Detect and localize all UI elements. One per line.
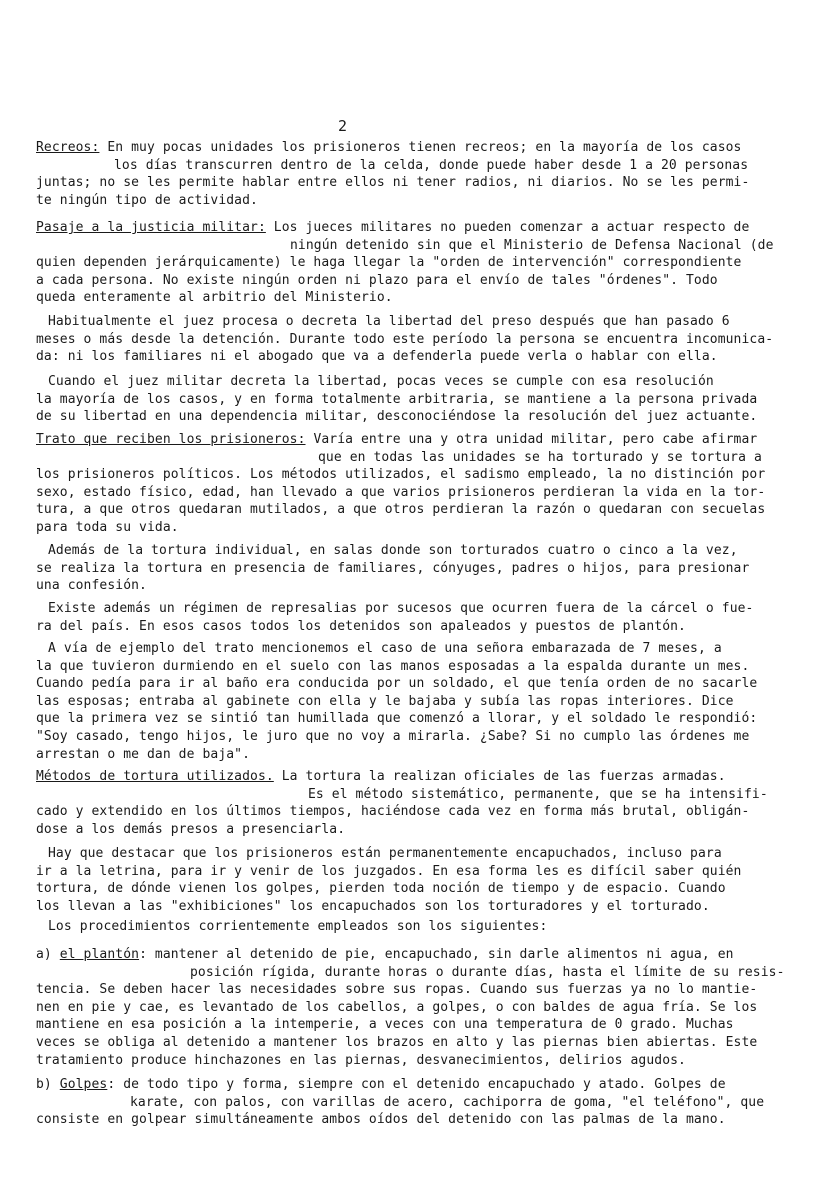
item-line: karate, con palos, con varillas de acero, cachiporra de goma, "el teléfono", que — [130, 1094, 765, 1110]
paragraph-line: ra del país. En esos casos todos los detenidos son apaleados y puestos de plantón. — [36, 618, 686, 634]
paragraph-line: Existe además un régimen de represalias por sucesos que ocurren fuera de la cárcel o fue- — [48, 601, 754, 616]
list-marker: b) — [36, 1077, 60, 1092]
section-metodos-tortura — [36, 768, 806, 838]
paragraph-line: los llevan a las "exhibiciones" los encapuchados son los torturadores y el torturado. — [36, 898, 710, 914]
paragraph-ademas — [36, 542, 806, 595]
paragraph-line: una confesión. — [36, 578, 147, 594]
item-line: veces se obliga al detenido a mantener los brazos en alto y las piernas bien abiertas. Este — [36, 1034, 758, 1050]
paragraph-line: A vía de ejemplo del trato mencionemos el caso de una señora embarazada de 7 meses, a — [48, 641, 722, 656]
trato-line: que en todas las unidades se ha torturado y se tortura a — [318, 449, 762, 465]
paragraph-line: Hay que destacar que los prisioneros están permanentemente encapuchados, incluso para — [48, 846, 722, 861]
paragraph-line: Habitualmente el juez procesa o decreta la libertad del preso después que han pasado 6 — [48, 314, 730, 329]
pasaje-line: queda enteramente al arbitrio del Ministerio. — [36, 290, 393, 306]
metodos-line: cado y extendido en los últimos tiempos, haciéndose cada vez en forma más brutal, obligán- — [36, 804, 750, 820]
page-number: 2 — [338, 117, 348, 135]
trato-heading: Trato que reciben los prisioneros: — [36, 432, 306, 447]
paragraph-line: "Soy casado, tengo hijos, le juro que no voy a mirarla. ¿Sabe? Si no cumplo las órdenes me — [36, 728, 750, 744]
metodos-line: Es el método sistemático, permanente, que se ha intensifi- — [308, 786, 768, 802]
paragraph-line: Cuando pedía para ir al baño era conducida por un soldado, el que tenía orden de no sacarle — [36, 676, 758, 692]
metodos-heading: Métodos de tortura utilizados. — [36, 769, 274, 784]
recreos-line: los días transcurren dentro de la celda, donde puede haber desde 1 a 20 personas — [114, 157, 749, 173]
paragraph-line: da: ni los familiares ni el abogado que va a defenderla puede verla o hablar con ella. — [36, 349, 718, 365]
section-recreos — [36, 139, 806, 209]
item-a-heading: el plantón — [59, 947, 140, 962]
pasaje-line: a cada persona. No existe ningún orden ni plazo para el envío de tales "órdenes". Todo — [36, 272, 718, 288]
metodos-line: La tortura la realizan oficiales de las fuerzas armadas. — [273, 769, 726, 784]
list-item-a-planton — [36, 946, 806, 1069]
item-line: tencia. Se deben hacer las necesidades sobre sus ropas. Cuando sus fuerzas ya no lo mantie- — [36, 982, 758, 998]
paragraph-procedimientos — [36, 918, 806, 936]
trato-line: Varía entre una y otra unidad militar, pero cabe afirmar — [305, 432, 758, 447]
section-pasaje-justicia-militar — [36, 219, 806, 307]
paragraph-line: ir a la letrina, para ir y venir de los juzgados. En esa forma les es difícil saber quién — [36, 863, 742, 879]
paragraph-habitualmente — [36, 313, 806, 366]
item-line: tratamiento produce hinchazones en las piernas, desvanecimientos, delirios agudos. — [36, 1052, 686, 1068]
pasaje-line: Los jueces militares no pueden comenzar a actuar respecto de — [265, 220, 750, 235]
item-line: : mantener al detenido de pie, encapuchado, sin darle alimentos ni agua, en — [139, 947, 734, 962]
paragraph-line: de su libertad en una dependencia militar, desconociéndose la resolución del juez actuante. — [36, 409, 758, 425]
recreos-line: En muy pocas unidades los prisioneros tienen recreos; en la mayoría de los casos — [99, 140, 742, 155]
trato-line: sexo, estado físico, edad, han llevado a que varios prisioneros perdieran la vida en la tor- — [36, 484, 766, 500]
paragraph-ejemplo — [36, 640, 806, 763]
paragraph-line: Además de la tortura individual, en salas donde son torturados cuatro o cinco a la vez, — [48, 543, 738, 558]
item-line: consiste en golpear simultáneamente ambos oídos del detenido con las palmas de la mano. — [36, 1112, 726, 1128]
paragraph-line: Los procedimientos corrientemente empleados son los siguientes: — [48, 919, 548, 934]
paragraph-line: meses o más desde la detención. Durante todo este período la persona se encuentra incomunica- — [36, 331, 774, 347]
recreos-line: juntas; no se les permite hablar entre ellos ni tener radios, ni diarios. No se les permi- — [36, 175, 750, 191]
paragraph-existe — [36, 600, 806, 635]
recreos-heading: Recreos: — [36, 140, 100, 155]
item-line: posición rígida, durante horas o durante días, hasta el límite de su resis- — [190, 964, 785, 980]
paragraph-line: se realiza la tortura en presencia de familiares, cónyuges, padres o hijos, para presionar — [36, 560, 750, 576]
item-line: : de todo tipo y forma, siempre con el detenido encapuchado y atado. Golpes de — [107, 1077, 726, 1092]
metodos-line: dose a los demás presos a presenciarla. — [36, 821, 346, 837]
pasaje-line: quien dependen jerárquicamente) le haga llegar la "orden de intervención" correspondiente — [36, 255, 742, 271]
paragraph-line: Cuando el juez militar decreta la libertad, pocas veces se cumple con esa resolución — [48, 374, 714, 389]
paragraph-line: las esposas; entraba al gabinete con ella y le bajaba y subía las ropas interiores. Dice — [36, 693, 734, 709]
item-line: mantiene en esa posición a la intemperie, a veces con una temperatura de 0 grado. Muchas — [36, 1017, 734, 1033]
item-line: nen en pie y cae, es levantado de los cabellos, a golpes, o con baldes de agua fría. Se los — [36, 999, 758, 1015]
paragraph-line: que la primera vez se sintió tan humillada que comenzó a llorar, y el soldado le respondió: — [36, 711, 758, 727]
paragraph-line: la mayoría de los casos, y en forma totalmente arbitraria, se mantiene a la persona privada — [36, 391, 758, 407]
trato-line: para toda su vida. — [36, 519, 179, 535]
pasaje-heading: Pasaje a la justicia militar: — [36, 220, 266, 235]
recreos-line: te ningún tipo de actividad. — [36, 192, 258, 208]
list-item-b-golpes — [36, 1076, 806, 1129]
paragraph-cuando-juez — [36, 373, 806, 426]
pasaje-line: ningún detenido sin que el Ministerio de Defensa Nacional (de — [290, 237, 774, 253]
paragraph-line: arrestan o me dan de baja". — [36, 746, 251, 762]
trato-line: los prisioneros políticos. Los métodos utilizados, el sadismo empleado, la no distinción por — [36, 467, 766, 483]
trato-line: tura, a que otros quedaran mutilados, a que otros perdieran la razón o quedaran con secuelas — [36, 502, 766, 518]
section-trato-prisioneros — [36, 431, 806, 537]
paragraph-line: la que tuvieron durmiendo en el suelo con las manos esposadas a la espalda durante un mes. — [36, 658, 750, 674]
paragraph-hay-que-destacar — [36, 845, 806, 915]
item-b-heading: Golpes — [59, 1077, 108, 1092]
paragraph-line: tortura, de dónde vienen los golpes, pierden toda noción de tiempo y de espacio. Cuando — [36, 881, 726, 897]
list-marker: a) — [36, 947, 60, 962]
